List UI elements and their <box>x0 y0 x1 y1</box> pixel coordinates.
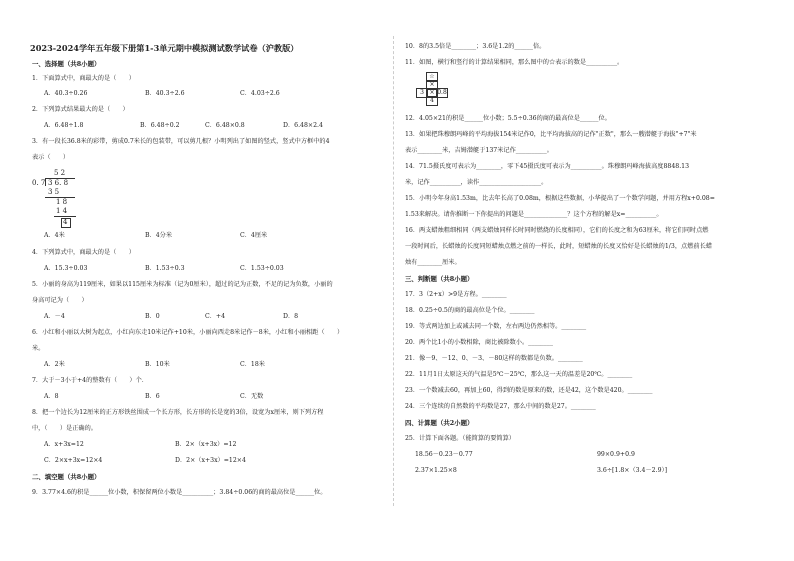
question-line: B．2×（x+3x）=12 <box>175 441 237 448</box>
section-heading: 二、填空题（共8小题） <box>32 473 101 481</box>
question-line: C．+4 <box>205 313 226 320</box>
question-line: 23．一个数减去60，再加上60，得到的数是原来的数，还是42，这个数是420。________ <box>405 387 653 394</box>
long-division-figure <box>32 170 92 230</box>
question-line: 99×0.9+0.9 <box>597 451 635 458</box>
question-line: 1．下面算式中，商最大的是（ ） <box>32 75 135 82</box>
question-line: 19．等式两边加上或减去同一个数，左右两边仍然相等。________ <box>405 323 587 330</box>
question-line: 5．小丽的身高为119厘米，如果以115厘米为标准（记为0厘米），超过的记为正数，不足的记为负数，小丽的 <box>32 281 333 288</box>
question-line: A．8 <box>44 393 59 400</box>
question-line: C．6.48×0.8 <box>205 122 245 129</box>
question-line: 4．下列算式中，商最大的是（ ） <box>32 249 135 256</box>
question-line: A．－4 <box>44 313 65 320</box>
question-line: 12．4.05×21的积是______位小数；5.5÷0.36的商的最高位是______位。 <box>405 115 611 122</box>
question-line: 21．像－9、－12、0、－3、－80这样的数都是负数。________ <box>405 355 583 362</box>
question-line: 14．71.5摄氏度可表示为________，零下45摄氏度可表示为__________。珠穆朗玛峰海拔高度8848.13 <box>405 163 690 170</box>
cell-3: 3 <box>416 88 428 98</box>
question-line: C．4.03÷2.6 <box>240 90 280 97</box>
question-line: 米。 <box>32 345 45 352</box>
cell-0-8: 0.8 <box>437 89 447 96</box>
question-line: 16．两支蜡烛粗细相同（两支蜡烛同样长时同时燃烧的长度相同），它们的长度之和为63厘米，将它们同时点燃 <box>405 227 709 234</box>
ld-row2: 1 8 <box>56 198 68 206</box>
question-line: 11．如图，横行和竖行的计算结果相同，那么图中的☆表示的数是__________。 <box>405 59 624 66</box>
question-line: 8．把一个边长为12厘米的正方形铁丝围成一个长方形，长方形的长是宽的3倍，设宽为x厘米，则下列方程 <box>32 409 324 416</box>
question-line: B．10米 <box>145 361 170 368</box>
question-line: 20．两个比1小的小数相除，商比被除数小。________ <box>405 339 553 346</box>
question-line: 25．计算下面各题。（能简算的要简算） <box>405 435 515 442</box>
question-line: 18.56－0.23－0.77 <box>415 451 473 458</box>
question-line: C．2×x+3x=12×4 <box>44 457 103 464</box>
question-line: 13．如果把珠穆朗玛峰的平均海拔154米记作0，比平均海拔高的记作"正数"，那么一艘潜艇于海拔"+7"米 <box>405 131 697 138</box>
question-line: 9．3.77×4.6的积是______位小数，积保留两位小数是__________；3.84÷0.06的商的最高位是______位。 <box>32 489 327 496</box>
question-line: C．18米 <box>240 361 265 368</box>
question-line: 22．11月1日太原这天的气温是5℃－25℃，那么这一天的温差是20℃。________ <box>405 371 633 378</box>
ld-quotient: 5 2 <box>54 169 66 177</box>
question-line: B．40.3÷2.6 <box>145 90 185 97</box>
question-line: B．6 <box>145 393 160 400</box>
cell-times-top: × <box>426 80 438 90</box>
ld-bracket-side <box>45 178 46 186</box>
question-line: 15．小明今年身高1.53m，比去年长高了0.08m，根据这些数据，小华提出了一个数学问题，并用方程x+0.08= <box>405 195 715 202</box>
question-line: D．8 <box>283 313 299 320</box>
question-line: 表示（ ） <box>32 154 70 161</box>
question-line: 中，（ ）是正确的。 <box>32 425 97 432</box>
question-line: 2.37×1.25×8 <box>415 467 457 474</box>
question-line: D．6.48×2.4 <box>283 122 323 129</box>
question-line: 烛有________厘米。 <box>405 259 461 266</box>
ld-divisor: 0. 7 <box>32 179 46 187</box>
question-line: 一段时间后，长蜡烛的长度同短蜡烛点燃之前的一样长，此时，短蜡烛的长度又恰好是长蜡烛的1/3，点燃前长蜡 <box>405 243 712 250</box>
question-line: 3．有一段长36.8米的彩带，剪成0.7米长的包装带，可以剪几根？小明列出了如图的竖式，竖式中方框中的4 <box>32 138 330 145</box>
question-line: B．0 <box>145 313 160 320</box>
ld-rule2 <box>54 216 76 217</box>
question-line: A．6.48÷1.8 <box>44 122 84 129</box>
column-divider <box>393 36 394 506</box>
cell-times: × <box>426 88 438 98</box>
question-line: B．1.53÷0.3 <box>145 265 185 272</box>
question-line: C．无数 <box>240 393 264 400</box>
question-line: 1.53来解决。请你推断一下你提出的问题是______________？这个方程的解是x=__________。 <box>405 211 663 218</box>
ld-remainder: 4 <box>63 218 68 226</box>
question-line: 米，记作__________，读作____________________。 <box>405 179 548 186</box>
section-heading: 四、计算题（共2小题） <box>405 419 474 427</box>
page-title: 2023-2024学年五年级下册第1-3单元期中模拟测试数学试卷（沪教版） <box>30 43 299 53</box>
question-line: A．x+3x=12 <box>44 441 84 448</box>
question-line: 3.6÷[1.8×（3.4－2.9）] <box>597 467 668 474</box>
question-line: B．4分米 <box>145 232 173 239</box>
ld-row1: 3 5 <box>48 188 60 196</box>
question-line: D．2×（x+3x）=12×4 <box>175 457 246 464</box>
question-line: A．40.3÷0.26 <box>44 90 88 97</box>
question-line: 7．大于－3小于+4的整数有（ ）个． <box>32 377 148 384</box>
question-line: 身高可记为（ ） <box>32 297 88 304</box>
question-line: 2．下列算式结果最大的是（ ） <box>32 106 129 113</box>
question-line: C．4厘米 <box>240 232 268 239</box>
ld-row3: 1 4 <box>56 207 68 215</box>
section-heading: 一、选择题（共8小题） <box>32 60 101 68</box>
question-line: A．2米 <box>44 361 65 368</box>
section-heading: 三、判断题（共8小题） <box>405 275 474 283</box>
question-line: 17．3（2+x）>9是方程。________ <box>405 291 507 298</box>
question-line: 24．三个连续的自然数的平均数是27，那么中间的数是27。________ <box>405 403 596 410</box>
question-line: A．4米 <box>44 232 65 239</box>
question-line: A．15.3÷0.03 <box>44 265 88 272</box>
question-line: B．6.48÷0.2 <box>140 122 180 129</box>
question-line: 6．小红和小丽以大树为起点，小红向东走10米记作+10米，小丽向西走8米记作－8米，小红和小丽相距（ ） <box>32 329 344 336</box>
cell-star: ☆ <box>426 72 438 82</box>
question-line: 表示________米，吉姆潜艇于137米记作__________。 <box>405 147 553 154</box>
ld-dividend: 3 6. 8 <box>48 179 69 187</box>
cell-4: 4 <box>426 96 438 106</box>
question-line: 18．0.25÷0.5的商的最高位是个位。________ <box>405 307 535 314</box>
cross-figure <box>414 70 454 110</box>
question-line: 10．8的3.5倍是________；3.6是1.2的______倍。 <box>405 43 546 50</box>
question-line: C．1.53÷0.03 <box>240 265 284 272</box>
